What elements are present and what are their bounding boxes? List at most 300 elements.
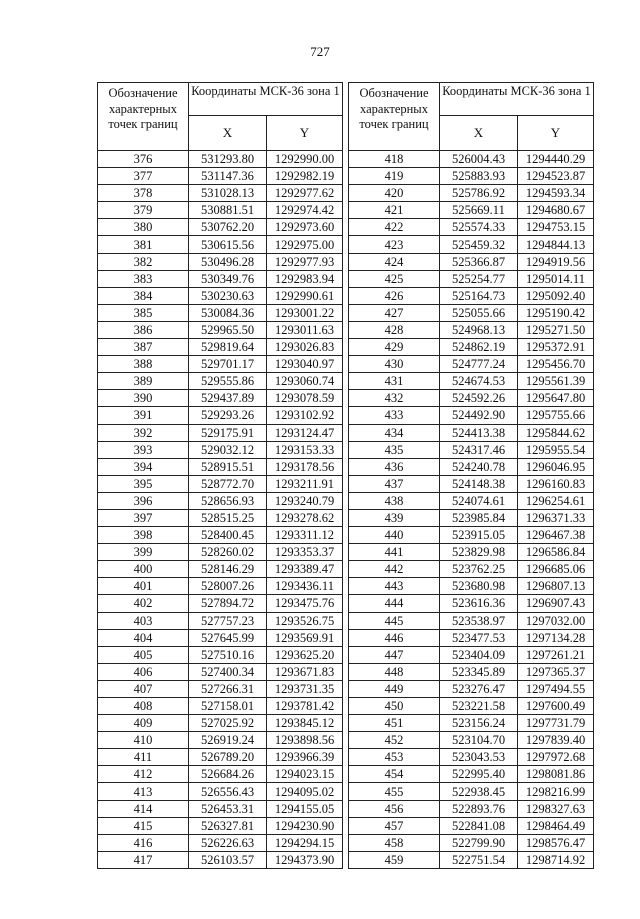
y-coordinate-cell: 1297839.40 <box>518 732 594 749</box>
point-number-cell: 389 <box>98 373 189 390</box>
table-row <box>349 356 594 373</box>
coordinates-table-right <box>348 82 594 869</box>
y-coordinate-cell: 1296907.43 <box>518 595 594 612</box>
y-coordinate-cell: 1295014.11 <box>518 270 594 287</box>
x-coordinate-cell: 527894.72 <box>189 595 267 612</box>
x-coordinate-cell: 529032.12 <box>189 441 267 458</box>
point-number-cell: 424 <box>349 253 440 270</box>
point-number-cell: 403 <box>98 612 189 629</box>
x-coordinate-cell: 525574.33 <box>440 219 518 236</box>
x-coordinate-cell: 528007.26 <box>189 578 267 595</box>
table-row <box>349 390 594 407</box>
x-coordinate-cell: 523538.97 <box>440 612 518 629</box>
y-coordinate-cell: 1292974.42 <box>267 202 343 219</box>
y-coordinate-cell: 1298216.99 <box>518 783 594 800</box>
point-number-cell: 402 <box>98 595 189 612</box>
y-coordinate-cell: 1293153.33 <box>267 441 343 458</box>
point-number-cell: 387 <box>98 339 189 356</box>
point-number-cell: 451 <box>349 715 440 732</box>
y-coordinate-cell: 1293526.75 <box>267 612 343 629</box>
table-row <box>349 817 594 834</box>
y-coordinate-cell: 1294023.15 <box>267 766 343 783</box>
point-number-cell: 427 <box>349 304 440 321</box>
y-coordinate-cell: 1298714.92 <box>518 851 594 868</box>
x-coordinate-cell: 527158.01 <box>189 698 267 715</box>
y-coordinate-cell: 1298576.47 <box>518 834 594 851</box>
y-coordinate-cell: 1295561.39 <box>518 373 594 390</box>
table-row <box>349 236 594 253</box>
table-body-left <box>98 151 343 869</box>
x-coordinate-cell: 523104.70 <box>440 732 518 749</box>
table-row <box>349 509 594 526</box>
x-coordinate-cell: 527400.34 <box>189 663 267 680</box>
y-coordinate-cell: 1292973.60 <box>267 219 343 236</box>
y-coordinate-cell: 1296371.33 <box>518 509 594 526</box>
table-row <box>98 629 343 646</box>
table-row <box>98 151 343 168</box>
table-row <box>98 834 343 851</box>
point-number-cell: 436 <box>349 458 440 475</box>
x-coordinate-cell: 531028.13 <box>189 185 267 202</box>
x-coordinate-cell: 530349.76 <box>189 270 267 287</box>
table-row <box>349 578 594 595</box>
x-coordinate-cell: 528772.70 <box>189 475 267 492</box>
y-header: Y <box>267 115 343 150</box>
point-number-cell: 420 <box>349 185 440 202</box>
table-row <box>98 766 343 783</box>
table-row <box>349 612 594 629</box>
y-coordinate-cell: 1296467.38 <box>518 527 594 544</box>
point-number-cell: 414 <box>98 800 189 817</box>
point-number-cell: 394 <box>98 458 189 475</box>
point-number-cell: 439 <box>349 509 440 526</box>
y-coordinate-cell: 1296586.84 <box>518 544 594 561</box>
table-row <box>349 270 594 287</box>
y-coordinate-cell: 1295092.40 <box>518 287 594 304</box>
y-coordinate-cell: 1293124.47 <box>267 424 343 441</box>
x-coordinate-cell: 523276.47 <box>440 680 518 697</box>
point-number-cell: 393 <box>98 441 189 458</box>
point-number-cell: 400 <box>98 561 189 578</box>
table-row <box>349 527 594 544</box>
point-number-cell: 444 <box>349 595 440 612</box>
point-number-cell: 382 <box>98 253 189 270</box>
point-number-cell: 431 <box>349 373 440 390</box>
table-row <box>349 749 594 766</box>
point-number-cell: 421 <box>349 202 440 219</box>
table-row <box>98 287 343 304</box>
y-coordinate-cell: 1297494.55 <box>518 680 594 697</box>
y-coordinate-cell: 1293389.47 <box>267 561 343 578</box>
point-number-cell: 412 <box>98 766 189 783</box>
point-number-cell: 409 <box>98 715 189 732</box>
point-number-cell: 457 <box>349 817 440 834</box>
y-coordinate-cell: 1298464.49 <box>518 817 594 834</box>
y-coordinate-cell: 1294294.15 <box>267 834 343 851</box>
x-coordinate-cell: 528146.29 <box>189 561 267 578</box>
x-coordinate-cell: 529701.17 <box>189 356 267 373</box>
table-row <box>349 698 594 715</box>
point-number-cell: 386 <box>98 321 189 338</box>
y-coordinate-cell: 1297972.68 <box>518 749 594 766</box>
table-row <box>98 749 343 766</box>
y-coordinate-cell: 1292990.00 <box>267 151 343 168</box>
point-number-cell: 450 <box>349 698 440 715</box>
point-number-cell: 377 <box>98 168 189 185</box>
table-row <box>98 236 343 253</box>
x-coordinate-cell: 526004.43 <box>440 151 518 168</box>
y-coordinate-cell: 1293211.91 <box>267 475 343 492</box>
x-coordinate-cell: 522938.45 <box>440 783 518 800</box>
table-row <box>349 168 594 185</box>
x-header: X <box>189 115 267 150</box>
x-coordinate-cell: 528400.45 <box>189 527 267 544</box>
point-number-cell: 428 <box>349 321 440 338</box>
y-coordinate-cell: 1293625.20 <box>267 646 343 663</box>
table-row <box>349 492 594 509</box>
point-number-cell: 440 <box>349 527 440 544</box>
point-number-cell: 455 <box>349 783 440 800</box>
x-coordinate-cell: 522751.54 <box>440 851 518 868</box>
table-row <box>98 698 343 715</box>
point-number-cell: 452 <box>349 732 440 749</box>
y-coordinate-cell: 1292983.94 <box>267 270 343 287</box>
designation-header: Обозначение характерных точек границ <box>98 83 189 151</box>
y-coordinate-cell: 1298081.86 <box>518 766 594 783</box>
x-coordinate-cell: 529293.26 <box>189 407 267 424</box>
table-row <box>98 851 343 868</box>
table-row <box>349 373 594 390</box>
y-coordinate-cell: 1295955.54 <box>518 441 594 458</box>
x-coordinate-cell: 524317.46 <box>440 441 518 458</box>
x-coordinate-cell: 524148.38 <box>440 475 518 492</box>
x-coordinate-cell: 523477.53 <box>440 629 518 646</box>
point-number-cell: 395 <box>98 475 189 492</box>
x-coordinate-cell: 524777.24 <box>440 356 518 373</box>
x-coordinate-cell: 526684.26 <box>189 766 267 783</box>
point-number-cell: 454 <box>349 766 440 783</box>
table-row <box>98 475 343 492</box>
table-row <box>98 509 343 526</box>
coordinates-header: Координаты МСК-36 зона 1 <box>440 83 594 116</box>
point-number-cell: 453 <box>349 749 440 766</box>
x-coordinate-cell: 526789.20 <box>189 749 267 766</box>
table-row <box>98 595 343 612</box>
x-coordinate-cell: 522799.90 <box>440 834 518 851</box>
y-coordinate-cell: 1293671.83 <box>267 663 343 680</box>
point-number-cell: 380 <box>98 219 189 236</box>
x-coordinate-cell: 524862.19 <box>440 339 518 356</box>
table-row <box>98 441 343 458</box>
point-number-cell: 435 <box>349 441 440 458</box>
y-coordinate-cell: 1295647.80 <box>518 390 594 407</box>
table-row <box>349 561 594 578</box>
table-row <box>349 663 594 680</box>
x-coordinate-cell: 523915.05 <box>440 527 518 544</box>
point-number-cell: 445 <box>349 612 440 629</box>
x-header: X <box>440 115 518 150</box>
table-row <box>98 680 343 697</box>
x-coordinate-cell: 525786.92 <box>440 185 518 202</box>
table-row <box>349 253 594 270</box>
x-coordinate-cell: 523762.25 <box>440 561 518 578</box>
point-number-cell: 407 <box>98 680 189 697</box>
y-coordinate-cell: 1295755.66 <box>518 407 594 424</box>
y-coordinate-cell: 1293102.92 <box>267 407 343 424</box>
x-coordinate-cell: 526226.63 <box>189 834 267 851</box>
table-row <box>349 766 594 783</box>
table-row <box>98 270 343 287</box>
y-coordinate-cell: 1293011.63 <box>267 321 343 338</box>
point-number-cell: 397 <box>98 509 189 526</box>
x-coordinate-cell: 526556.43 <box>189 783 267 800</box>
x-coordinate-cell: 528260.02 <box>189 544 267 561</box>
table-row <box>349 680 594 697</box>
point-number-cell: 401 <box>98 578 189 595</box>
y-coordinate-cell: 1293026.83 <box>267 339 343 356</box>
table-row <box>98 219 343 236</box>
table-row <box>349 851 594 868</box>
x-coordinate-cell: 527510.16 <box>189 646 267 663</box>
y-coordinate-cell: 1293001.22 <box>267 304 343 321</box>
table-row <box>349 646 594 663</box>
x-coordinate-cell: 525366.87 <box>440 253 518 270</box>
table-row <box>349 441 594 458</box>
y-coordinate-cell: 1294155.05 <box>267 800 343 817</box>
table-row <box>349 800 594 817</box>
point-number-cell: 376 <box>98 151 189 168</box>
y-coordinate-cell: 1292975.00 <box>267 236 343 253</box>
point-number-cell: 430 <box>349 356 440 373</box>
x-coordinate-cell: 523043.53 <box>440 749 518 766</box>
x-coordinate-cell: 529965.50 <box>189 321 267 338</box>
x-coordinate-cell: 525459.32 <box>440 236 518 253</box>
table-row <box>98 544 343 561</box>
y-coordinate-cell: 1298327.63 <box>518 800 594 817</box>
y-coordinate-cell: 1292982.19 <box>267 168 343 185</box>
point-number-cell: 423 <box>349 236 440 253</box>
x-coordinate-cell: 523404.09 <box>440 646 518 663</box>
point-number-cell: 416 <box>98 834 189 851</box>
point-number-cell: 388 <box>98 356 189 373</box>
y-coordinate-cell: 1293240.79 <box>267 492 343 509</box>
y-coordinate-cell: 1292990.61 <box>267 287 343 304</box>
point-number-cell: 408 <box>98 698 189 715</box>
x-coordinate-cell: 527266.31 <box>189 680 267 697</box>
x-coordinate-cell: 524592.26 <box>440 390 518 407</box>
y-coordinate-cell: 1296046.95 <box>518 458 594 475</box>
point-number-cell: 437 <box>349 475 440 492</box>
y-coordinate-cell: 1296685.06 <box>518 561 594 578</box>
point-number-cell: 404 <box>98 629 189 646</box>
x-coordinate-cell: 530881.51 <box>189 202 267 219</box>
point-number-cell: 390 <box>98 390 189 407</box>
y-coordinate-cell: 1297032.00 <box>518 612 594 629</box>
y-coordinate-cell: 1292977.93 <box>267 253 343 270</box>
coordinates-header: Координаты МСК-36 зона 1 <box>189 83 343 116</box>
x-coordinate-cell: 529555.86 <box>189 373 267 390</box>
x-coordinate-cell: 526103.57 <box>189 851 267 868</box>
x-coordinate-cell: 524240.78 <box>440 458 518 475</box>
x-coordinate-cell: 525055.66 <box>440 304 518 321</box>
page-number: 727 <box>310 44 330 59</box>
y-coordinate-cell: 1295372.91 <box>518 339 594 356</box>
point-number-cell: 456 <box>349 800 440 817</box>
table-row <box>349 304 594 321</box>
point-number-cell: 459 <box>349 851 440 868</box>
x-coordinate-cell: 529819.64 <box>189 339 267 356</box>
x-coordinate-cell: 526327.81 <box>189 817 267 834</box>
y-coordinate-cell: 1293436.11 <box>267 578 343 595</box>
point-number-cell: 399 <box>98 544 189 561</box>
y-coordinate-cell: 1297600.49 <box>518 698 594 715</box>
y-coordinate-cell: 1293475.76 <box>267 595 343 612</box>
point-number-cell: 398 <box>98 527 189 544</box>
point-number-cell: 448 <box>349 663 440 680</box>
table-row <box>98 646 343 663</box>
point-number-cell: 438 <box>349 492 440 509</box>
y-coordinate-cell: 1294373.90 <box>267 851 343 868</box>
point-number-cell: 383 <box>98 270 189 287</box>
y-coordinate-cell: 1294440.29 <box>518 151 594 168</box>
y-coordinate-cell: 1294753.15 <box>518 219 594 236</box>
point-number-cell: 413 <box>98 783 189 800</box>
y-coordinate-cell: 1294680.67 <box>518 202 594 219</box>
y-coordinate-cell: 1297261.21 <box>518 646 594 663</box>
point-number-cell: 381 <box>98 236 189 253</box>
x-coordinate-cell: 531147.36 <box>189 168 267 185</box>
x-coordinate-cell: 523156.24 <box>440 715 518 732</box>
x-coordinate-cell: 524674.53 <box>440 373 518 390</box>
table-row <box>98 612 343 629</box>
x-coordinate-cell: 522995.40 <box>440 766 518 783</box>
point-number-cell: 419 <box>349 168 440 185</box>
y-coordinate-cell: 1293731.35 <box>267 680 343 697</box>
x-coordinate-cell: 523829.98 <box>440 544 518 561</box>
y-coordinate-cell: 1293311.12 <box>267 527 343 544</box>
y-coordinate-cell: 1293966.39 <box>267 749 343 766</box>
point-number-cell: 433 <box>349 407 440 424</box>
point-number-cell: 447 <box>349 646 440 663</box>
coordinates-table-left <box>97 82 343 869</box>
x-coordinate-cell: 523985.84 <box>440 509 518 526</box>
y-coordinate-cell: 1293353.37 <box>267 544 343 561</box>
table-row <box>98 339 343 356</box>
x-coordinate-cell: 526453.31 <box>189 800 267 817</box>
coordinates-tables <box>97 82 594 865</box>
point-number-cell: 379 <box>98 202 189 219</box>
table-row <box>98 492 343 509</box>
point-number-cell: 432 <box>349 390 440 407</box>
y-coordinate-cell: 1296807.13 <box>518 578 594 595</box>
y-coordinate-cell: 1296254.61 <box>518 492 594 509</box>
point-number-cell: 391 <box>98 407 189 424</box>
point-number-cell: 415 <box>98 817 189 834</box>
point-number-cell: 378 <box>98 185 189 202</box>
x-coordinate-cell: 522841.08 <box>440 817 518 834</box>
table-row <box>349 783 594 800</box>
point-number-cell: 449 <box>349 680 440 697</box>
point-number-cell: 392 <box>98 424 189 441</box>
y-coordinate-cell: 1294095.02 <box>267 783 343 800</box>
x-coordinate-cell: 523616.36 <box>440 595 518 612</box>
table-row <box>349 595 594 612</box>
point-number-cell: 410 <box>98 732 189 749</box>
table-row <box>349 339 594 356</box>
table-row <box>98 390 343 407</box>
y-coordinate-cell: 1294593.34 <box>518 185 594 202</box>
x-coordinate-cell: 527645.99 <box>189 629 267 646</box>
x-coordinate-cell: 530084.36 <box>189 304 267 321</box>
y-coordinate-cell: 1293278.62 <box>267 509 343 526</box>
x-coordinate-cell: 531293.80 <box>189 151 267 168</box>
y-coordinate-cell: 1293898.56 <box>267 732 343 749</box>
y-coordinate-cell: 1293178.56 <box>267 458 343 475</box>
point-number-cell: 443 <box>349 578 440 595</box>
table-row <box>98 185 343 202</box>
point-number-cell: 429 <box>349 339 440 356</box>
table-row <box>98 817 343 834</box>
x-coordinate-cell: 525883.93 <box>440 168 518 185</box>
point-number-cell: 406 <box>98 663 189 680</box>
table-row <box>98 715 343 732</box>
table-row <box>98 663 343 680</box>
x-coordinate-cell: 528915.51 <box>189 458 267 475</box>
x-coordinate-cell: 530615.56 <box>189 236 267 253</box>
table-row <box>98 783 343 800</box>
y-coordinate-cell: 1293845.12 <box>267 715 343 732</box>
table-row <box>98 356 343 373</box>
x-coordinate-cell: 529437.89 <box>189 390 267 407</box>
y-coordinate-cell: 1295190.42 <box>518 304 594 321</box>
point-number-cell: 458 <box>349 834 440 851</box>
table-row <box>349 544 594 561</box>
x-coordinate-cell: 524413.38 <box>440 424 518 441</box>
table-row <box>349 834 594 851</box>
table-row <box>98 578 343 595</box>
x-coordinate-cell: 522893.76 <box>440 800 518 817</box>
y-coordinate-cell: 1296160.83 <box>518 475 594 492</box>
designation-header: Обозначение характерных точек границ <box>349 83 440 151</box>
table-row <box>349 321 594 338</box>
table-row <box>98 732 343 749</box>
x-coordinate-cell: 523680.98 <box>440 578 518 595</box>
table-body-right <box>349 151 594 869</box>
x-coordinate-cell: 524968.13 <box>440 321 518 338</box>
y-coordinate-cell: 1295271.50 <box>518 321 594 338</box>
table-row <box>349 732 594 749</box>
x-coordinate-cell: 530230.63 <box>189 287 267 304</box>
point-number-cell: 441 <box>349 544 440 561</box>
table-row <box>98 321 343 338</box>
point-number-cell: 425 <box>349 270 440 287</box>
table-row <box>98 561 343 578</box>
x-coordinate-cell: 524074.61 <box>440 492 518 509</box>
table-row <box>349 219 594 236</box>
table-row <box>98 168 343 185</box>
table-row <box>98 800 343 817</box>
table-row <box>98 373 343 390</box>
table-row <box>349 458 594 475</box>
point-number-cell: 422 <box>349 219 440 236</box>
x-coordinate-cell: 524492.90 <box>440 407 518 424</box>
table-row <box>349 629 594 646</box>
y-coordinate-cell: 1293060.74 <box>267 373 343 390</box>
point-number-cell: 384 <box>98 287 189 304</box>
table-row <box>98 253 343 270</box>
x-coordinate-cell: 530496.28 <box>189 253 267 270</box>
x-coordinate-cell: 527025.92 <box>189 715 267 732</box>
